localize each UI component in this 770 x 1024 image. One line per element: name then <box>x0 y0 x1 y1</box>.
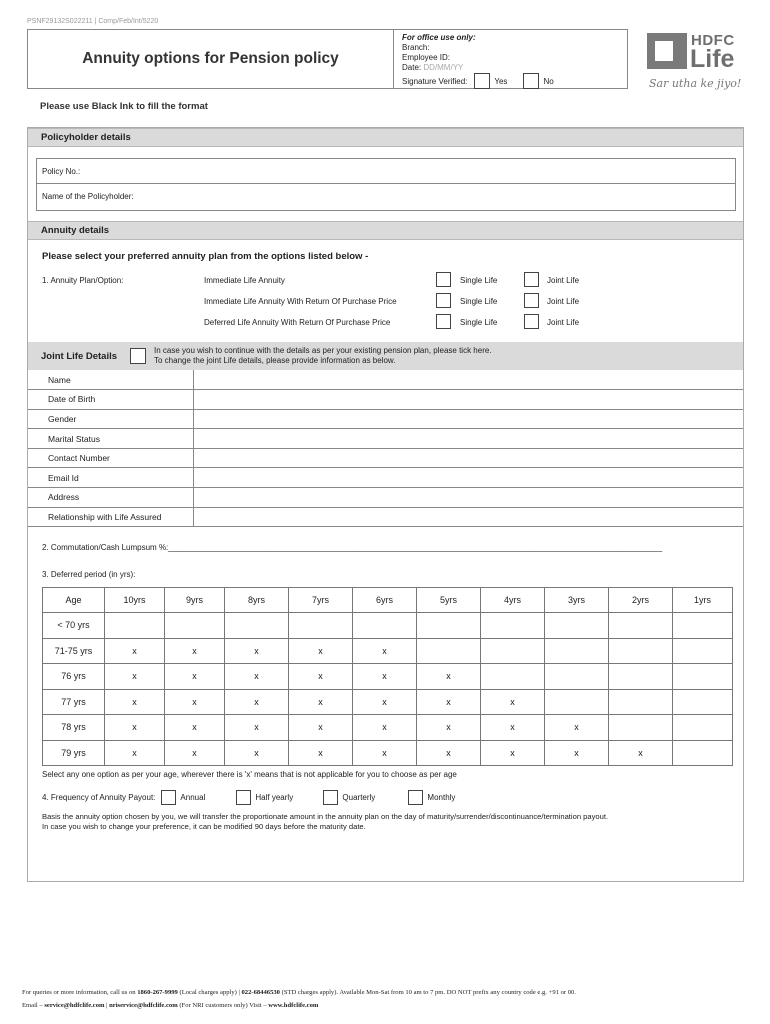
deferred-option-cell: x <box>225 664 289 690</box>
deferred-option-cell: x <box>289 664 353 690</box>
deferred-option-cell[interactable] <box>481 638 545 664</box>
deferred-row <box>43 715 733 741</box>
footer-text: | <box>104 1002 110 1009</box>
deferred-option-cell[interactable] <box>481 664 545 690</box>
deferred-column-header: 4yrs <box>481 588 545 613</box>
office-use-block <box>402 33 476 73</box>
deferred-age-cell: 76 yrs <box>43 664 105 690</box>
plan-immediate-rop-label: Immediate Life Annuity With Return Of Purchase Price <box>204 297 397 306</box>
deferred-option-cell[interactable] <box>225 613 289 639</box>
plan-deferred-rop-label: Deferred Life Annuity With Return Of Purchase Price <box>204 318 391 327</box>
deferred-column-header: 8yrs <box>225 588 289 613</box>
deferred-column-header: 3yrs <box>545 588 609 613</box>
joint-life-field-label: Name <box>28 370 193 390</box>
deferred-row <box>43 664 733 690</box>
footer-phone-local: 1860-267-9999 <box>137 989 178 996</box>
deferred-option-cell[interactable] <box>353 613 417 639</box>
deferred-option-cell: x <box>289 638 353 664</box>
deferred-option-cell[interactable] <box>545 689 609 715</box>
deferred-option-cell: x <box>289 715 353 741</box>
annuity-prompt: Please select your preferred annuity plan from the options listed below - <box>42 251 369 262</box>
deferred-row <box>43 613 733 639</box>
footer-text: (For NRI customers only) Visit – <box>177 1002 269 1009</box>
frequency-quarterly-checkbox[interactable] <box>323 790 338 805</box>
deferred-option-cell: x <box>225 689 289 715</box>
joint-life-field-input[interactable] <box>193 429 743 449</box>
deferred-age-cell: 79 yrs <box>43 740 105 766</box>
deferred-column-header: Age <box>43 588 105 613</box>
joint-life-field-label: Gender <box>28 409 193 429</box>
policyholder-name-label: Name of the Policyholder: <box>42 192 134 201</box>
single-life-label: Single Life <box>460 318 498 327</box>
logo-square-icon <box>647 33 687 69</box>
frequency-monthly-label: Monthly <box>427 793 456 802</box>
joint-life-label: Joint Life <box>547 276 580 285</box>
deferred-option-cell: x <box>481 715 545 741</box>
joint-life-row <box>28 390 743 410</box>
footer-email-service[interactable]: service@hdfclife.com <box>44 1002 105 1009</box>
joint-life-row <box>28 370 743 390</box>
deferred-option-cell[interactable] <box>609 664 673 690</box>
policyholder-name-field[interactable] <box>37 184 735 210</box>
joint-life-field-input[interactable] <box>193 488 743 508</box>
deferred-option-cell[interactable] <box>673 638 733 664</box>
joint-life-field-input[interactable] <box>193 390 743 410</box>
single-life-label: Single Life <box>460 276 498 285</box>
deferred-option-cell: x <box>165 664 225 690</box>
joint-life-row <box>28 448 743 468</box>
signature-yes-label: Yes <box>494 76 508 86</box>
joint-life-label: Joint Life <box>547 318 580 327</box>
policy-no-label: Policy No.: <box>42 167 81 176</box>
logo-text-life: Life <box>690 45 735 73</box>
deferred-option-cell: x <box>417 740 481 766</box>
frequency-row <box>42 790 455 805</box>
joint-life-row <box>28 409 743 429</box>
deferred-option-cell: x <box>165 638 225 664</box>
signature-label: Signature Verified: <box>402 76 468 86</box>
date-row <box>402 63 476 73</box>
deferred-column-header: 5yrs <box>417 588 481 613</box>
joint-life-field-input[interactable] <box>193 409 743 429</box>
plan-deferred-rop-joint-checkbox[interactable] <box>524 314 539 329</box>
deferred-age-cell: 71-75 yrs <box>43 638 105 664</box>
signature-no-label: No <box>543 76 554 86</box>
footer-website-link[interactable]: www.hdfclife.com <box>268 1002 319 1009</box>
deferred-column-header: 7yrs <box>289 588 353 613</box>
deferred-option-cell: x <box>417 664 481 690</box>
deferred-column-header: 1yrs <box>673 588 733 613</box>
deferred-option-cell[interactable] <box>609 715 673 741</box>
title-box <box>27 29 628 89</box>
plan-deferred-rop-single-checkbox[interactable] <box>436 314 451 329</box>
deferred-option-cell: x <box>353 664 417 690</box>
joint-life-note <box>154 346 492 366</box>
single-life-label: Single Life <box>460 297 498 306</box>
hdfc-life-logo <box>647 30 745 92</box>
deferred-option-cell: x <box>417 715 481 741</box>
joint-life-field-input[interactable] <box>193 370 743 390</box>
deferred-option-cell: x <box>105 715 165 741</box>
deferred-option-cell: x <box>353 689 417 715</box>
deferred-option-cell[interactable] <box>165 613 225 639</box>
deferred-option-cell: x <box>105 664 165 690</box>
deferred-row <box>43 689 733 715</box>
deferred-option-cell[interactable] <box>105 613 165 639</box>
footer <box>22 986 576 1012</box>
frequency-annual-label: Annual <box>180 793 206 802</box>
deferred-row <box>43 638 733 664</box>
annuity-plan-label: 1. Annuity Plan/Option: <box>42 276 124 285</box>
office-use-title: For office use only: <box>402 33 476 42</box>
joint-life-header <box>28 342 743 370</box>
signature-no-checkbox[interactable] <box>523 73 539 89</box>
deferred-row <box>43 740 733 766</box>
footer-text: (STD charges apply). Available Mon-Sat from 10 am to 7 pm. DO NOT prefix any country code e.g. +91 or 00. <box>279 989 576 996</box>
date-placeholder: DD/MM/YY <box>423 63 464 72</box>
plan-immediate-label: Immediate Life Annuity <box>204 276 285 285</box>
deferred-column-header: 6yrs <box>353 588 417 613</box>
joint-life-field-label: Email Id <box>28 468 193 488</box>
joint-life-heading: Joint Life Details <box>41 351 118 362</box>
commutation-row[interactable] <box>42 543 662 552</box>
deferred-option-cell[interactable] <box>545 664 609 690</box>
policyholder-box <box>36 158 736 211</box>
deferred-period-table <box>42 587 733 766</box>
joint-life-field-label: Date of Birth <box>28 390 193 410</box>
frequency-quarterly-label: Quarterly <box>342 793 376 802</box>
deferred-option-cell: x <box>481 740 545 766</box>
deferred-option-cell: x <box>353 715 417 741</box>
deferred-option-cell[interactable] <box>417 638 481 664</box>
form-frame <box>27 127 744 882</box>
page-title: Annuity options for Pension policy <box>82 50 339 67</box>
deferred-option-cell: x <box>289 740 353 766</box>
joint-life-row <box>28 468 743 488</box>
deferred-option-cell[interactable] <box>609 689 673 715</box>
branch-label: Branch: <box>402 43 430 52</box>
frequency-label: 4. Frequency of Annuity Payout: <box>42 793 156 802</box>
frequency-half-yearly-label: Half yearly <box>255 793 294 802</box>
deferred-option-cell[interactable] <box>417 613 481 639</box>
employee-id-label: Employee ID: <box>402 53 451 62</box>
ink-instruction: Please use Black Ink to fill the format <box>40 101 208 112</box>
deferred-option-cell: x <box>545 740 609 766</box>
deferred-option-cell: x <box>165 715 225 741</box>
deferred-option-cell: x <box>289 689 353 715</box>
deferred-option-cell[interactable] <box>481 613 545 639</box>
deferred-column-header: 10yrs <box>105 588 165 613</box>
deferred-option-cell: x <box>545 715 609 741</box>
policy-no-field[interactable] <box>37 159 735 184</box>
frequency-monthly-checkbox[interactable] <box>408 790 423 805</box>
plan-immediate-joint-checkbox[interactable] <box>524 272 539 287</box>
deferred-age-cell: 77 yrs <box>43 689 105 715</box>
basis-text-line1: Basis the annuity option chosen by you, we will transfer the proportionate amount in the annuity plan on the day of maturity/surrender/discontinuance/termination payout. <box>42 812 609 821</box>
signature-row <box>402 73 554 89</box>
footer-text: For queries or more information, call us on <box>22 989 138 996</box>
deferred-option-cell: x <box>353 740 417 766</box>
footer-line1 <box>22 986 576 999</box>
plan-immediate-rop-single-checkbox[interactable] <box>436 293 451 308</box>
joint-life-continue-checkbox[interactable] <box>130 348 146 364</box>
footer-text: Email – <box>22 1002 45 1009</box>
joint-life-row <box>28 507 743 527</box>
deferred-option-cell[interactable] <box>673 740 733 766</box>
deferred-option-cell[interactable] <box>545 638 609 664</box>
joint-life-note-line1: In case you wish to continue with the details as per your existing pension plan, please tick here. <box>154 346 492 355</box>
footer-text: (Local charges apply) | <box>177 989 242 996</box>
joint-life-field-label: Address <box>28 488 193 508</box>
deferred-option-cell[interactable] <box>609 638 673 664</box>
frequency-half-yearly-checkbox[interactable] <box>236 790 251 805</box>
deferred-option-cell: x <box>105 638 165 664</box>
joint-life-field-label: Relationship with Life Assured <box>28 507 193 527</box>
deferred-option-cell[interactable] <box>289 613 353 639</box>
deferred-option-cell: x <box>609 740 673 766</box>
deferred-label: 3. Deferred period (in yrs): <box>42 570 136 579</box>
frequency-annual-checkbox[interactable] <box>161 790 176 805</box>
deferred-option-cell: x <box>105 689 165 715</box>
deferred-option-cell[interactable] <box>673 689 733 715</box>
deferred-option-cell: x <box>353 638 417 664</box>
annuity-heading: Annuity details <box>28 221 743 240</box>
deferred-option-cell[interactable] <box>673 715 733 741</box>
joint-life-label: Joint Life <box>547 297 580 306</box>
policyholder-heading: Policyholder details <box>28 128 743 147</box>
joint-life-note-line2: To change the joint Life details, please provide information as below. <box>154 356 396 365</box>
joint-life-fields-table <box>28 370 743 527</box>
tagline: Sar utha ke jiyo! <box>649 77 742 90</box>
deferred-option-cell: x <box>225 638 289 664</box>
deferred-option-cell[interactable] <box>673 613 733 639</box>
deferred-note: Select any one option as per your age, wherever there is 'x' means that is not applicable for you to choose as per age <box>42 770 457 779</box>
deferred-table-wrap <box>42 587 733 766</box>
deferred-option-cell: x <box>481 689 545 715</box>
deferred-option-cell[interactable] <box>673 664 733 690</box>
joint-life-row <box>28 488 743 508</box>
plan-immediate-single-checkbox[interactable] <box>436 272 451 287</box>
title-cell <box>28 30 394 88</box>
joint-life-field-input[interactable] <box>193 448 743 468</box>
joint-life-row <box>28 429 743 449</box>
deferred-option-cell: x <box>165 689 225 715</box>
deferred-column-header: 2yrs <box>609 588 673 613</box>
plan-immediate-rop-joint-checkbox[interactable] <box>524 293 539 308</box>
deferred-option-cell: x <box>165 740 225 766</box>
deferred-option-cell: x <box>105 740 165 766</box>
joint-life-field-input[interactable] <box>193 507 743 527</box>
deferred-option-cell: x <box>225 740 289 766</box>
basis-text-line2: In case you wish to change your preference, it can be modified 90 days before the maturity date. <box>42 822 366 831</box>
deferred-option-cell: x <box>225 715 289 741</box>
basis-text <box>42 812 742 832</box>
commutation-label: 2. Commutation/Cash Lumpsum %: <box>42 543 169 552</box>
footer-phone-std: 022-68446530 <box>241 989 280 996</box>
deferred-option-cell[interactable] <box>609 613 673 639</box>
deferred-age-cell: < 70 yrs <box>43 613 105 639</box>
joint-life-field-label: Marital Status <box>28 429 193 449</box>
footer-email-nri[interactable]: nriservice@hdfclife.com <box>109 1002 178 1009</box>
deferred-option-cell: x <box>417 689 481 715</box>
footer-line2 <box>22 999 576 1012</box>
deferred-option-cell[interactable] <box>545 613 609 639</box>
logo-text-hdfc: HDFC <box>691 32 735 49</box>
signature-yes-checkbox[interactable] <box>474 73 490 89</box>
form-code: PSNF29132S022211 | Comp/Feb/Int/5220 <box>27 18 159 25</box>
deferred-age-cell: 78 yrs <box>43 715 105 741</box>
commutation-blank: _______________________________________________________________________________________________________________ <box>168 543 663 552</box>
joint-life-field-input[interactable] <box>193 468 743 488</box>
date-label: Date: <box>402 63 422 72</box>
deferred-column-header: 9yrs <box>165 588 225 613</box>
joint-life-field-label: Contact Number <box>28 448 193 468</box>
joint-life-table <box>28 370 743 527</box>
